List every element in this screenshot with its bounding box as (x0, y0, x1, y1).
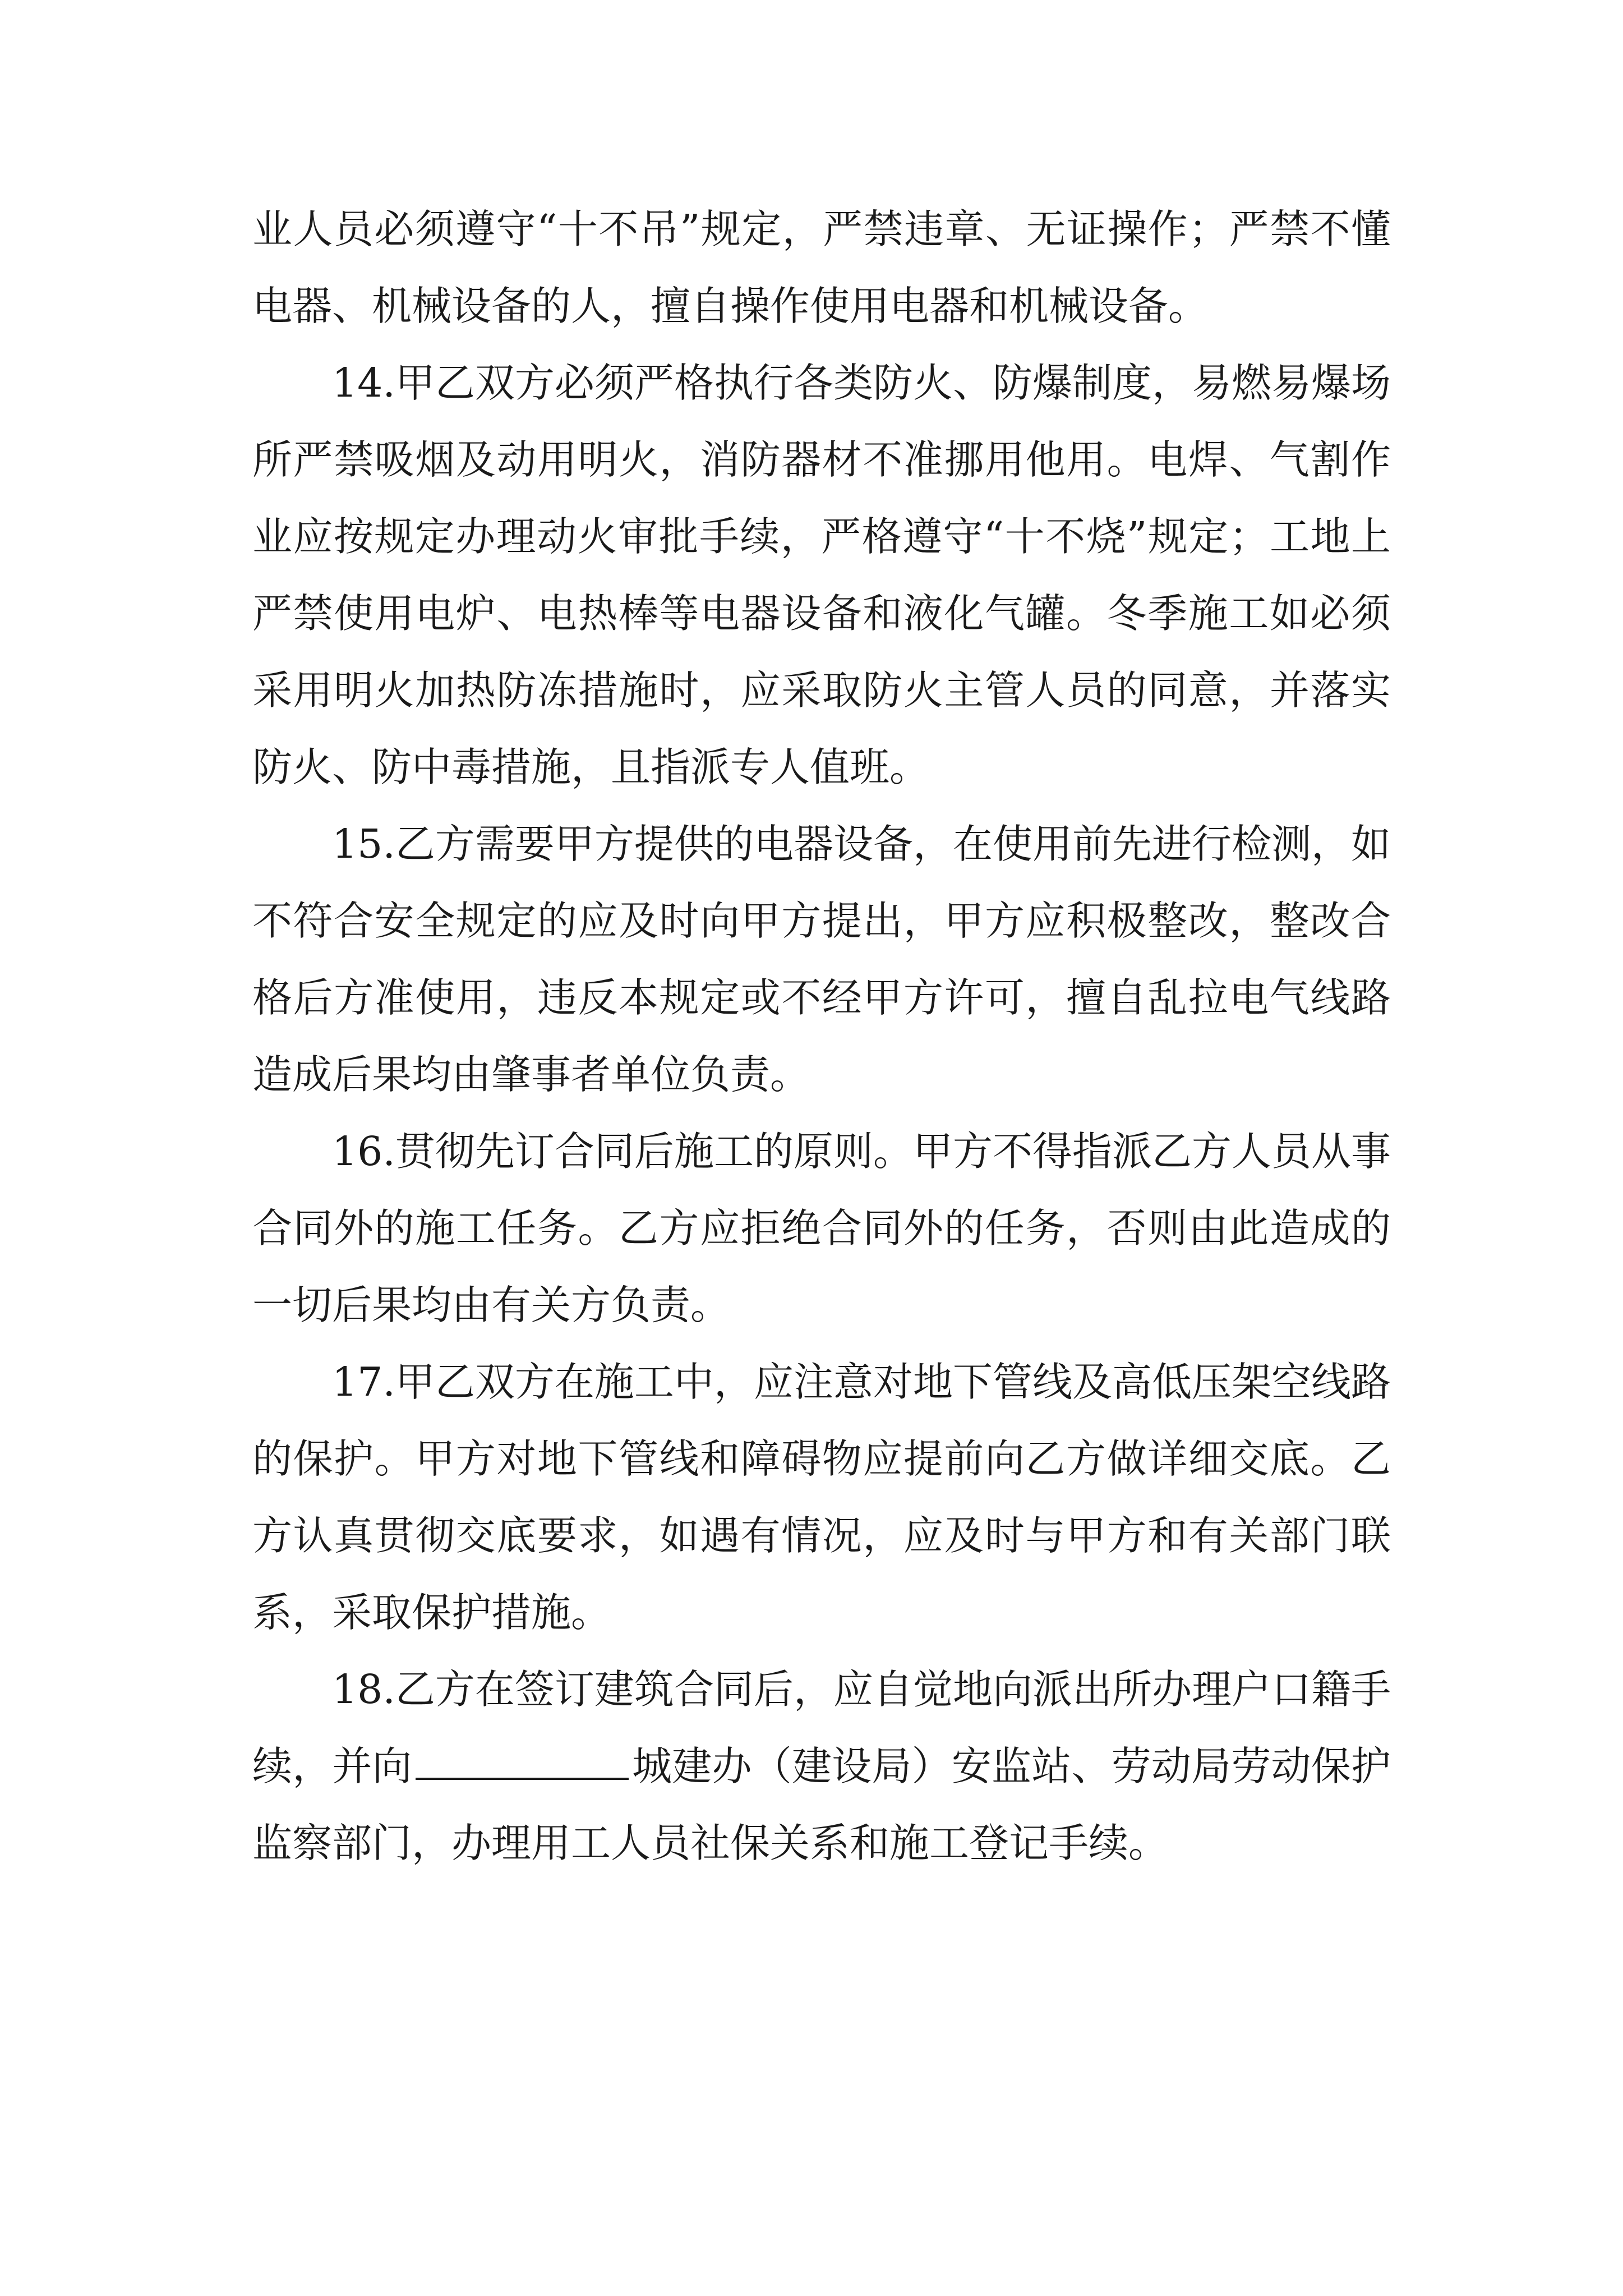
clause-18 (252, 1651, 1391, 1881)
document-page (252, 191, 1391, 1881)
clause-18-text-before: 18.乙方在签订建筑合同后，应自觉地向派出所办理户口籍手续，并向 (252, 1666, 1391, 1789)
clause-18-text-after: 城建办（建设局）安监站、劳动局劳动保护监察部门，办理用工人员社保关系和施工登记手续。 (252, 1743, 1391, 1866)
clause-16: 16.贯彻先订合同后施工的原则。甲方不得指派乙方人员从事合同外的施工任务。乙方应拒绝合同外的任务，否则由此造成的一切后果均由有关方负责。 (252, 1128, 1391, 1328)
clause-17: 17.甲乙双方在施工中，应注意对地下管线及高低压架空线路的保护。甲方对地下管线和障碍物应提前向乙方做详细交底。乙方认真贯彻交底要求，如遇有情况，应及时与甲方和有关部门联系，采取保护措施。 (252, 1359, 1391, 1636)
clause-14: 14.甲乙双方必须严格执行各类防火、防爆制度，易燃易爆场所严禁吸烟及动用明火，消防器材不准挪用他用。电焊、气割作业应按规定办理动火审批手续，严格遵守“十不烧”规定；工地上严禁使用电炉、电热棒等电器设备和液化气罐。冬季施工如必须采用明火加热防冻措施时，应采取防火主管人员的同意，并落实防火、防中毒措施，且指派专人值班。 (252, 360, 1391, 790)
paragraph-continued: 业人员必须遵守“十不吊”规定，严禁违章、无证操作；严禁不懂电器、机械设备的人，擅自操作使用电器和机械设备。 (252, 206, 1391, 329)
clause-15: 15.乙方需要甲方提供的电器设备，在使用前先进行检测，如不符合安全规定的应及时向甲方提出，甲方应积极整改，整改合格后方准使用，违反本规定或不经甲方许可，擅自乱拉电气线路造成后果均由肇事者单位负责。 (252, 821, 1391, 1098)
fill-in-blank[interactable] (416, 1744, 629, 1780)
